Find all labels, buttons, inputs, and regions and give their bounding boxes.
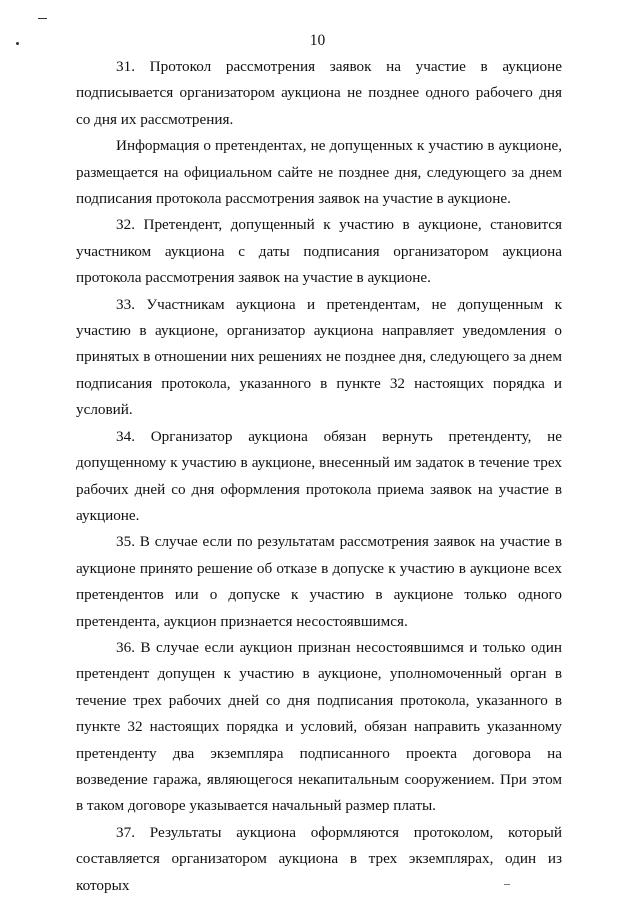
paragraph-36: 36. В случае если аукцион признан несостоявшимся и только один претендент допущен к участию в аукционе, уполномоченный орган в течение трех рабочих дней со дня подписания протокола, указанного в пункте 32 настоящих порядка и условий, обязан направить указанному претенденту два экземпляра подписанного проекта договора на возведение гаража, являющегося некапитальным сооружением. При этом в таком договоре указывается начальный размер платы.	[76, 638, 562, 815]
paragraph-34: 34. Организатор аукциона обязан вернуть претенденту, не допущенному к участию в аукционе, внесенный им задаток в течение трех рабочих дней со дня оформления протокола приема заявок на участие в аукционе.	[76, 427, 562, 524]
paragraph-33: 33. Участникам аукциона и претендентам, не допущенным к участию в аукционе, организатор аукциона направляет уведомления о принятых в отношении них решениях не позднее дня, следующего за днем подписания протокола, указанного в пункте 32 настоящих порядка и условий.	[76, 295, 562, 419]
document-body	[76, 54, 562, 899]
paragraph-31-info: Информация о претендентах, не допущенных к участию в аукционе, размещается на официальном сайте не позднее дня, следующего за днем подписания протокола рассмотрения заявок на участие в аукционе.	[76, 137, 562, 208]
paragraph-32: 32. Претендент, допущенный к участию в аукционе, становится участником аукциона с даты подписания организатором аукциона протокола рассмотрения заявок на участие в аукционе.	[76, 216, 562, 287]
page-number: 10	[309, 32, 326, 49]
paragraph-35: 35. В случае если по результатам рассмотрения заявок на участие в аукционе принято решение об отказе в допуске к участию в аукционе всех претендентов или о допуске к участию в аукционе только одного претендента, аукцион признается несостоявшимся.	[76, 533, 562, 630]
paragraph-37: 37. Результаты аукциона оформляются протоколом, который составляется организатором аукциона в трех экземплярах, один из которых	[76, 823, 562, 894]
scan-speck	[38, 18, 47, 19]
paragraph-31: 31. Протокол рассмотрения заявок на участие в аукционе подписывается организатором аукциона не позднее одного рабочего дня со дня их рассмотрения.	[76, 58, 562, 128]
